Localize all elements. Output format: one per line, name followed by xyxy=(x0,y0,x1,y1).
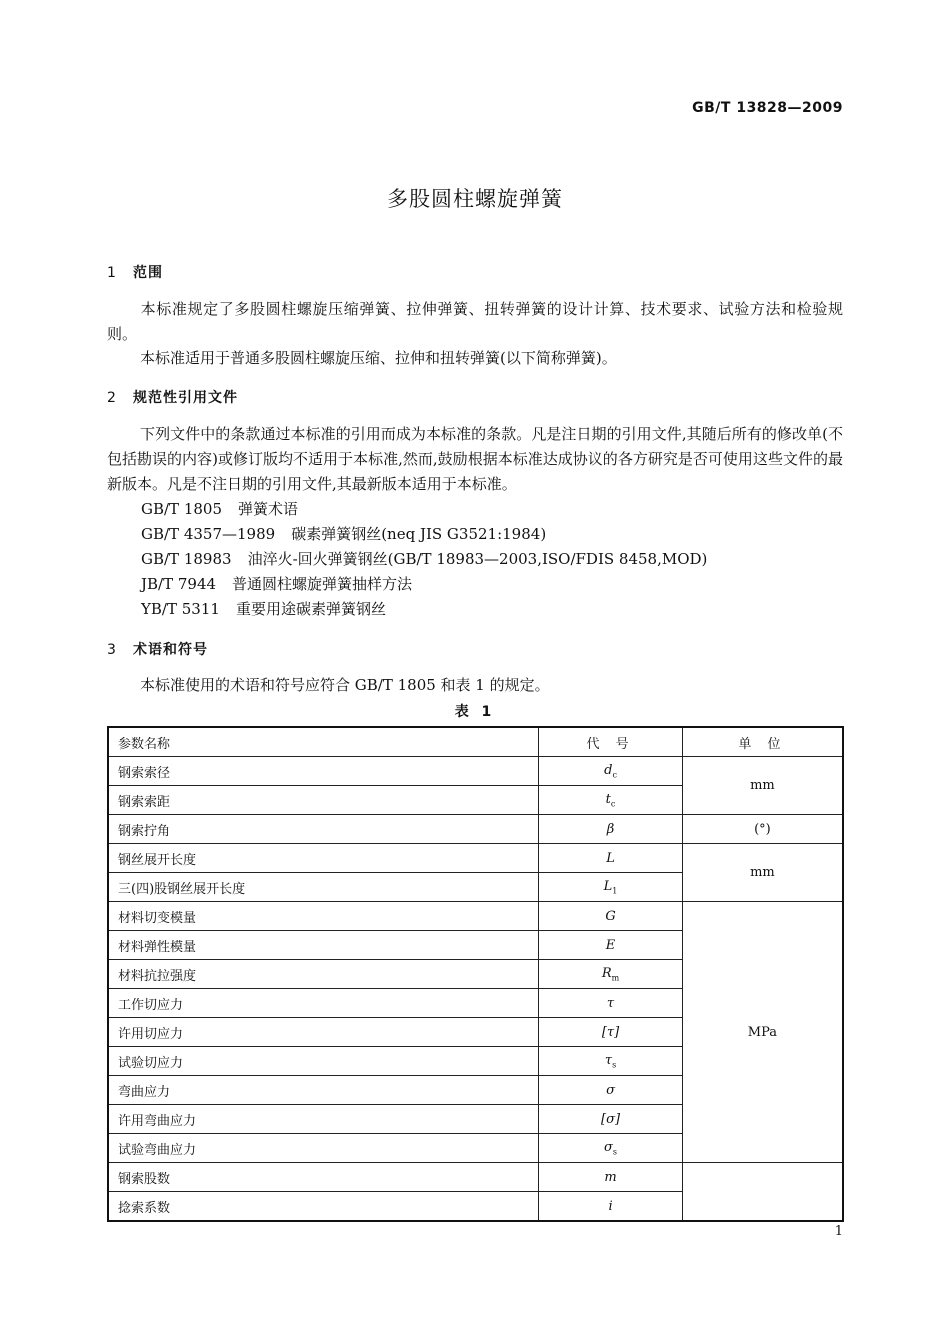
table-row xyxy=(108,902,843,931)
param-unit xyxy=(682,1163,843,1222)
reference-code: JB/T 7944 xyxy=(141,575,217,593)
param-unit: mm xyxy=(682,757,843,815)
scope-paragraph-1 xyxy=(107,297,843,347)
param-name: 材料切变模量 xyxy=(108,902,539,931)
reference-item xyxy=(141,572,412,597)
param-symbol: $\tau_s$ xyxy=(539,1047,683,1076)
references-intro xyxy=(107,422,843,497)
header-symbol: 代 号 xyxy=(539,727,683,757)
reference-item xyxy=(141,547,707,572)
table-row xyxy=(108,757,843,786)
section-title: 范围 xyxy=(133,265,163,281)
param-unit: (°) xyxy=(682,815,843,844)
param-symbol: G xyxy=(539,902,683,931)
reference-code: GB/T 18983 xyxy=(141,550,232,568)
reference-title: 普通圆柱螺旋弹簧抽样方法 xyxy=(232,575,413,593)
section-number: 2 xyxy=(107,390,117,406)
param-name: 弯曲应力 xyxy=(108,1076,539,1105)
scope-text-2: 本标准适用于普通多股圆柱螺旋压缩、拉伸和扭转弹簧(以下简称弹簧)。 xyxy=(140,349,617,367)
reference-code: GB/T 4357—1989 xyxy=(141,525,276,543)
header-unit: 单 位 xyxy=(682,727,843,757)
table-caption: 表 1 xyxy=(454,704,496,720)
param-unit: mm xyxy=(682,844,843,902)
section-heading-references xyxy=(107,387,238,407)
param-symbol: L xyxy=(539,844,683,873)
param-name: 工作切应力 xyxy=(108,989,539,1018)
param-name: 试验切应力 xyxy=(108,1047,539,1076)
references-intro-text: 下列文件中的条款通过本标准的引用而成为本标准的条款。凡是注日期的引用文件,其随后所有的修改单(不包括勘误的内容)或修订版均不适用于本标准,然而,鼓励根据本标准达成协议的各方研究是否可使用这些文件的最新版本。凡是不注日期的引用文件,其最新版本适用于本标准。 xyxy=(107,425,843,493)
param-symbol: $\sigma_s$ xyxy=(539,1134,683,1163)
param-symbol: $d_c$ xyxy=(539,757,683,786)
param-name: 材料抗拉强度 xyxy=(108,960,539,989)
param-symbol: σ xyxy=(539,1076,683,1105)
table-header-row xyxy=(108,727,843,757)
param-symbol: $R_m$ xyxy=(539,960,683,989)
scope-paragraph-2 xyxy=(107,346,843,371)
section-heading-scope xyxy=(107,262,163,282)
param-symbol: i xyxy=(539,1192,683,1222)
standard-code: GB/T 13828—2009 xyxy=(692,100,843,116)
param-symbol: [σ] xyxy=(539,1105,683,1134)
table-row xyxy=(108,1163,843,1192)
param-symbol: $L_1$ xyxy=(539,873,683,902)
document-title: 多股圆柱螺旋弹簧 xyxy=(387,187,563,211)
section-heading-terms xyxy=(107,639,208,659)
section-number: 3 xyxy=(107,642,117,658)
parameters-table xyxy=(107,726,844,1222)
param-name: 钢索索距 xyxy=(108,786,539,815)
param-symbol: m xyxy=(539,1163,683,1192)
reference-item xyxy=(141,597,386,622)
scope-text-1: 本标准规定了多股圆柱螺旋压缩弹簧、拉伸弹簧、扭转弹簧的设计计算、技术要求、试验方法和检验规则。 xyxy=(107,300,843,343)
param-name: 材料弹性模量 xyxy=(108,931,539,960)
reference-code: GB/T 1805 xyxy=(141,500,223,518)
section-title: 术语和符号 xyxy=(133,642,208,658)
header-name: 参数名称 xyxy=(108,727,539,757)
table-row xyxy=(108,844,843,873)
param-name: 捻索系数 xyxy=(108,1192,539,1222)
param-symbol: [τ] xyxy=(539,1018,683,1047)
param-name: 钢索拧角 xyxy=(108,815,539,844)
param-name: 钢索索径 xyxy=(108,757,539,786)
param-name: 三(四)股钢丝展开长度 xyxy=(108,873,539,902)
param-name: 钢索股数 xyxy=(108,1163,539,1192)
param-symbol: τ xyxy=(539,989,683,1018)
section-number: 1 xyxy=(107,265,117,281)
reference-title: 油淬火-回火弹簧钢丝(GB/T 18983—2003,ISO/FDIS 8458,MOD) xyxy=(247,550,708,568)
reference-title: 重要用途碳素弹簧钢丝 xyxy=(235,600,386,618)
terms-intro xyxy=(107,673,843,698)
param-name: 试验弯曲应力 xyxy=(108,1134,539,1163)
param-name: 钢丝展开长度 xyxy=(108,844,539,873)
page-number: 1 xyxy=(834,1224,843,1239)
reference-item xyxy=(141,497,298,522)
reference-title: 弹簧术语 xyxy=(238,500,299,518)
param-symbol: $t_c$ xyxy=(539,786,683,815)
param-symbol: E xyxy=(539,931,683,960)
reference-item xyxy=(141,522,546,547)
param-name: 许用弯曲应力 xyxy=(108,1105,539,1134)
reference-title: 碳素弹簧钢丝(neq JIS G3521:1984) xyxy=(291,525,547,543)
section-title: 规范性引用文件 xyxy=(133,390,238,406)
reference-code: YB/T 5311 xyxy=(141,600,220,618)
terms-intro-text: 本标准使用的术语和符号应符合 GB/T 1805 和表 1 的规定。 xyxy=(140,676,550,694)
param-unit: MPa xyxy=(682,902,843,1163)
param-symbol: β xyxy=(539,815,683,844)
table-row xyxy=(108,815,843,844)
param-name: 许用切应力 xyxy=(108,1018,539,1047)
